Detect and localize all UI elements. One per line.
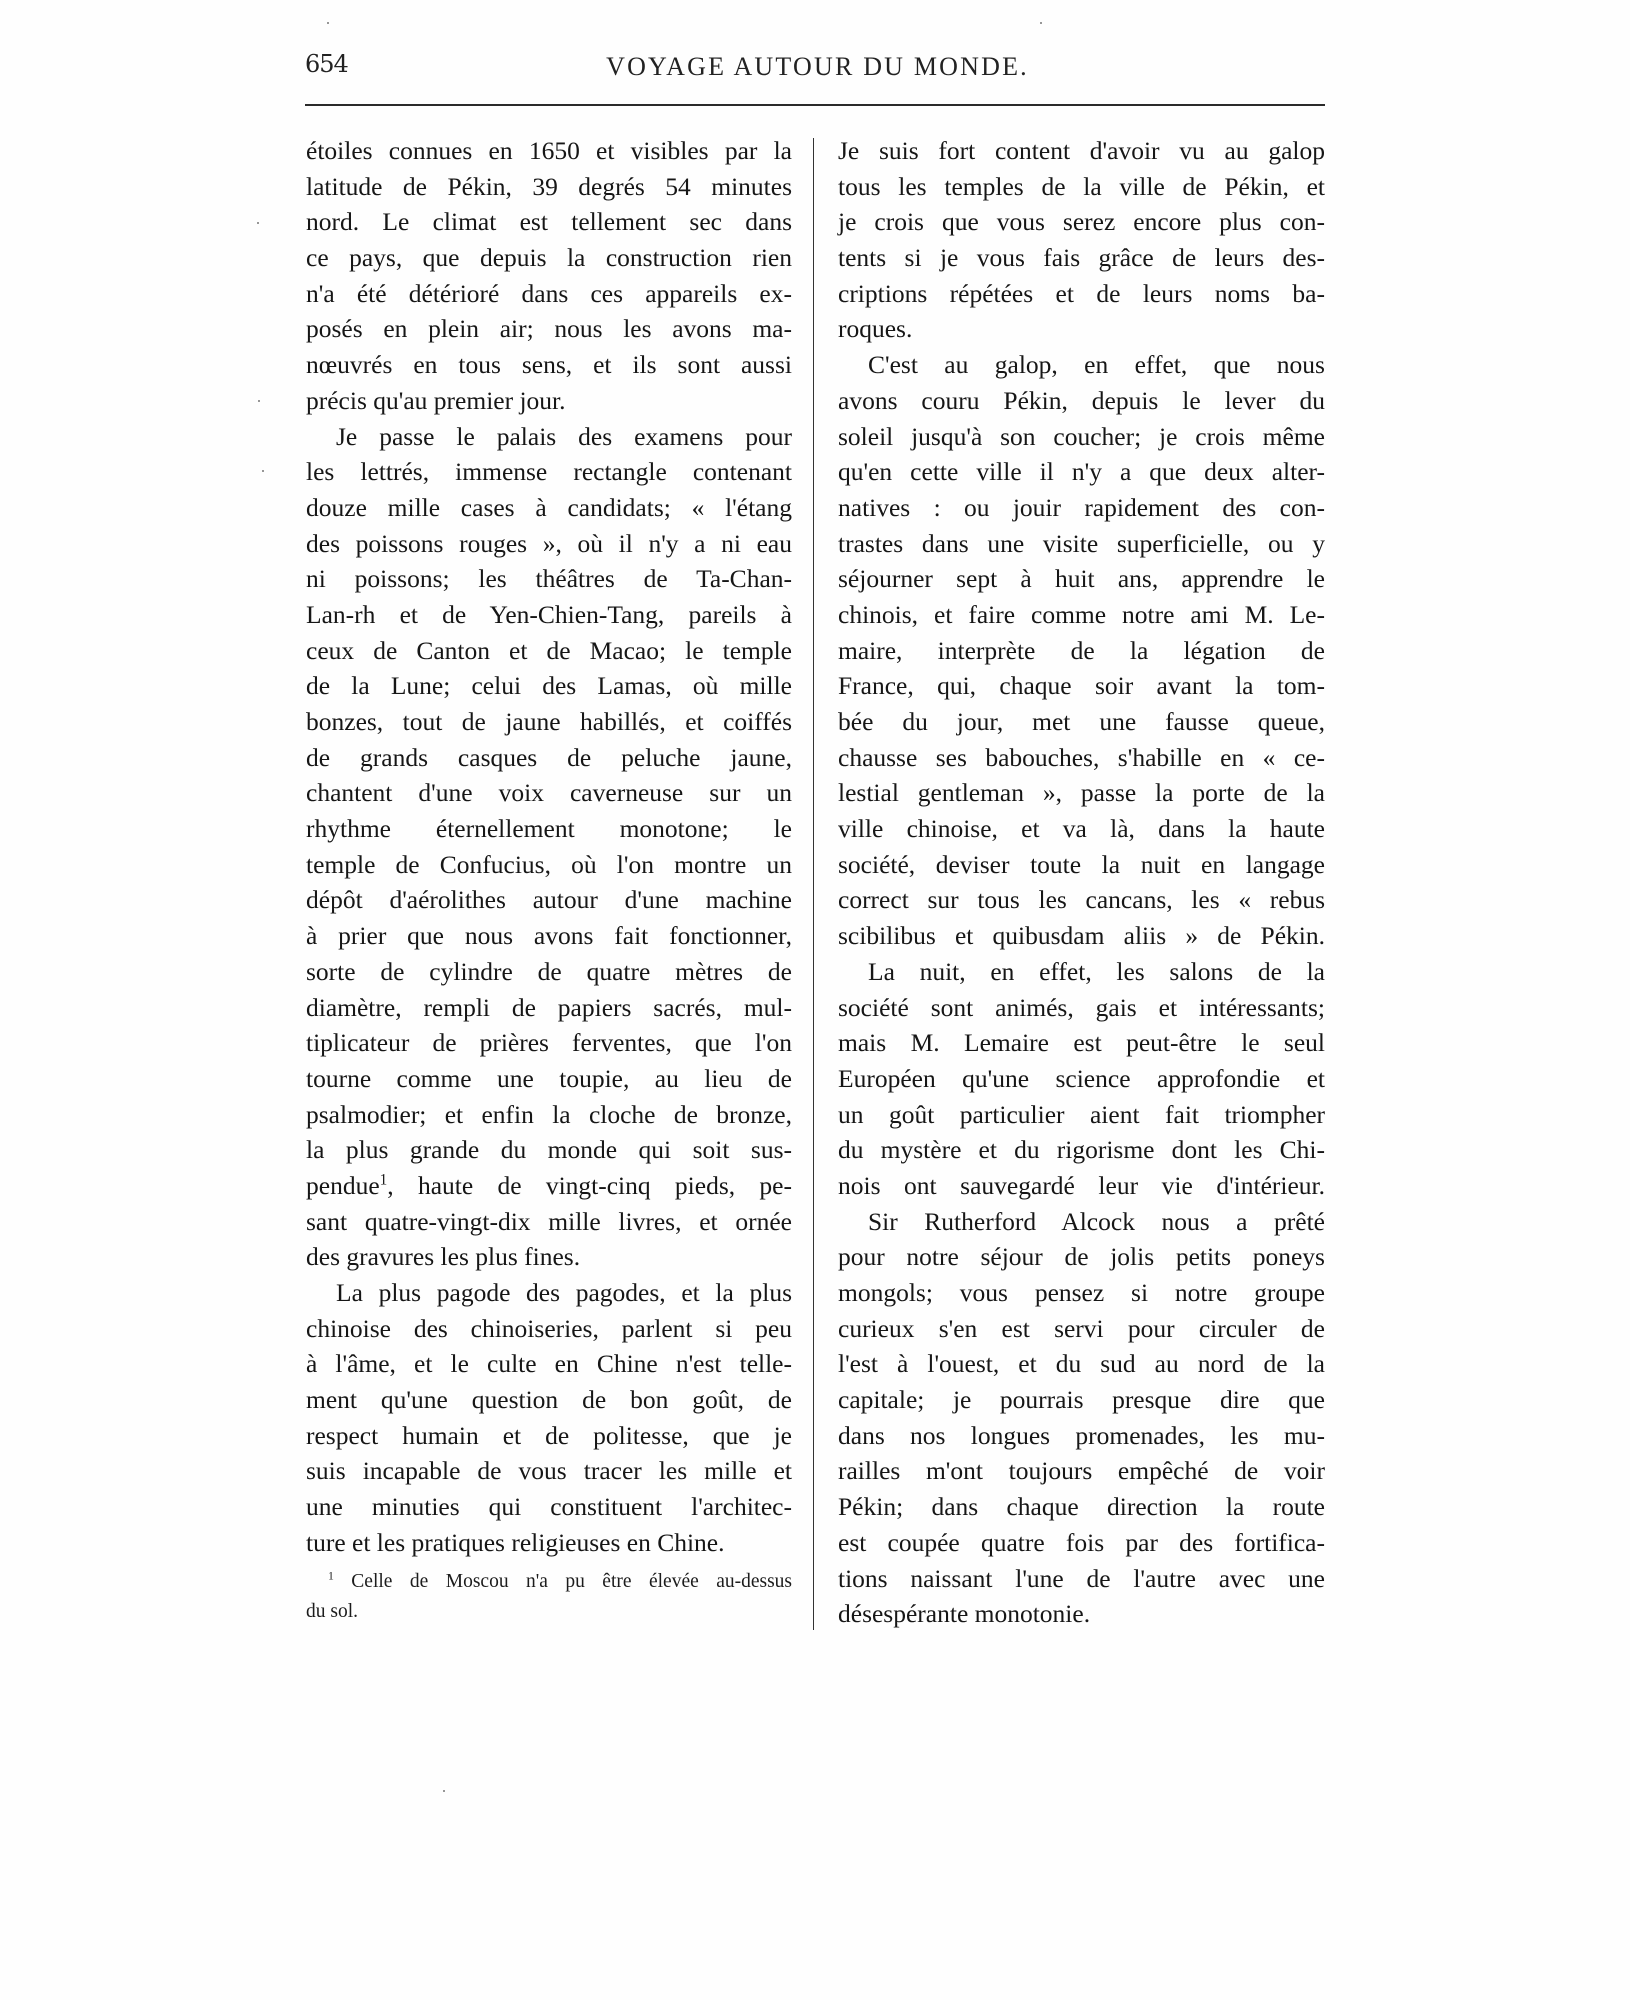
text-fragment: pendue	[306, 1170, 380, 1200]
text-line: Lan-rh et de Yen-Chien-Tang, pareils à	[306, 599, 792, 629]
text-line: des poissons rouges », où il n'y a ni eau	[306, 528, 792, 558]
text-line: capitale; je pourrais presque dire que	[838, 1385, 1325, 1415]
text-line: à l'âme, et le culte en Chine n'est telle-	[306, 1349, 792, 1379]
text-line: n'a été détérioré dans ces appareils ex-	[306, 278, 792, 308]
text-line: Européen qu'une science approfondie et	[838, 1063, 1325, 1093]
text-line: la plus grande du monde qui soit sus-	[306, 1135, 792, 1165]
text-line: tents si je vous fais grâce de leurs des-	[838, 243, 1325, 273]
text-line: ni poissons; les théâtres de Ta-Chan-	[306, 564, 792, 594]
text-line: l'est à l'ouest, et du sud au nord de la	[838, 1349, 1325, 1379]
text-line: un goût particulier aient fait triompher	[838, 1099, 1325, 1129]
scan-speck	[258, 400, 260, 402]
text-line: dans nos longues promenades, les mu-	[838, 1420, 1325, 1450]
text-line: sorte de cylindre de quatre mètres de	[306, 956, 792, 986]
text-line: précis qu'au premier jour.	[306, 385, 566, 415]
text-line: temple de Confucius, où l'on montre un	[306, 849, 792, 879]
footnote-line: du sol.	[306, 1601, 359, 1622]
text-fragment: , haute de vingt-cinq pieds, pe-	[387, 1170, 792, 1200]
text-line: railles m'ont toujours empêché de voir	[838, 1456, 1325, 1486]
text-line: nœuvrés en tous sens, et ils sont aussi	[306, 350, 792, 380]
text-line: du mystère et du rigorisme dont les Chi-	[838, 1135, 1325, 1165]
text-line: scibilibus et quibusdam aliis » de Pékin.	[838, 921, 1325, 951]
scan-speck	[443, 1790, 445, 1792]
text-line: qu'en cette ville il n'y a que deux alter-	[838, 457, 1325, 487]
text-line: ville chinoise, et va là, dans la haute	[838, 814, 1325, 844]
column-divider	[813, 138, 814, 1630]
header-rule	[305, 104, 1325, 106]
text-line: bonzes, tout de jaune habillés, et coiffés	[306, 707, 792, 736]
text-line: les lettrés, immense rectangle contenant	[306, 457, 792, 487]
text-line: soleil jusqu'à son coucher; je crois même	[838, 421, 1325, 451]
text-line: Pékin; dans chaque direction la route	[838, 1492, 1325, 1522]
text-line: avons couru Pékin, depuis le lever du	[838, 385, 1325, 415]
text-line: Je suis fort content d'avoir vu au galop	[838, 136, 1325, 165]
text-line: bée du jour, met une fausse queue,	[838, 707, 1325, 736]
text-line: à prier que nous avons fait fonctionner,	[306, 921, 792, 951]
text-line: roques.	[838, 314, 913, 344]
text-line: séjourner sept à huit ans, apprendre le	[838, 564, 1325, 594]
text-line: ceux de Canton et de Macao; le temple	[306, 635, 792, 665]
text-line: France, qui, chaque soir avant la tom-	[838, 671, 1325, 701]
text-line-with-note-ref	[306, 1168, 792, 1204]
text-line: nord. Le climat est tellement sec dans	[306, 207, 792, 237]
footnote-line	[306, 1567, 792, 1597]
text-line: latitude de Pékin, 39 degrés 54 minutes	[306, 171, 792, 201]
text-line: diamètre, rempli de papiers sacrés, mul-	[306, 992, 792, 1022]
text-line: ment qu'une question de bon goût, de	[306, 1385, 792, 1415]
text-line: est coupée quatre fois par des fortifica-	[838, 1527, 1325, 1557]
text-line: tiplicateur de prières ferventes, que l'on	[306, 1028, 792, 1058]
paragraph-start-line: Je passe le palais des examens pour	[336, 421, 792, 451]
text-line: désespérante monotonie.	[838, 1599, 1091, 1629]
scan-speck	[327, 22, 329, 24]
text-line: chinoise des chinoiseries, parlent si peu	[306, 1313, 792, 1343]
text-line: sant quatre-vingt-dix mille livres, et ornée	[306, 1206, 792, 1236]
left-column	[306, 133, 792, 1561]
paragraph-start-line: La plus pagode des pagodes, et la plus	[336, 1278, 792, 1307]
paragraph-start-line: C'est au galop, en effet, que nous	[868, 350, 1325, 380]
text-line: lestial gentleman », passe la porte de la	[838, 778, 1325, 808]
text-line: curieux s'en est servi pour circuler de	[838, 1313, 1325, 1343]
text-line: pour notre séjour de jolis petits poneys	[838, 1242, 1325, 1272]
running-title: VOYAGE AUTOUR DU MONDE.	[606, 52, 1029, 81]
text-line: criptions répétées et de leurs noms ba-	[838, 278, 1325, 308]
paragraph-start-line: La nuit, en effet, les salons de la	[868, 956, 1325, 986]
text-line: rhythme éternellement monotone; le	[306, 814, 792, 844]
text-line: société, deviser toute la nuit en langage	[838, 849, 1325, 879]
text-line: ture et les pratiques religieuses en Chine.	[306, 1527, 725, 1557]
text-line: respect humain et de politesse, que je	[306, 1420, 792, 1450]
footnote	[306, 1567, 792, 1627]
scan-speck	[257, 222, 259, 224]
text-line: psalmodier; et enfin la cloche de bronze,	[306, 1099, 792, 1129]
text-line: tous les temples de la ville de Pékin, et	[838, 171, 1325, 201]
running-head	[305, 48, 1325, 88]
text-line: mongols; vous pensez si notre groupe	[838, 1278, 1325, 1307]
text-line: dépôt d'aérolithes autour d'une machine	[306, 885, 792, 915]
right-column	[838, 133, 1325, 1632]
page-number: 654	[305, 50, 348, 78]
text-line: douze mille cases à candidats; « l'étang	[306, 492, 792, 522]
text-line: chausse ses babouches, s'habille en « ce-	[838, 742, 1325, 772]
scan-speck	[1040, 22, 1042, 24]
footnote-marker: 1	[328, 1569, 334, 1583]
text-line: correct sur tous les cancans, les « rebus	[838, 885, 1325, 915]
text-line: société sont animés, gais et intéressants;	[838, 992, 1325, 1022]
text-line: mais M. Lemaire est peut-être le seul	[838, 1028, 1325, 1058]
text-line: de la Lune; celui des Lamas, où mille	[306, 671, 792, 701]
text-line: chinois, et faire comme notre ami M. Le-	[838, 599, 1325, 629]
text-line: je crois que vous serez encore plus con-	[838, 207, 1325, 237]
text-line: des gravures les plus fines.	[306, 1242, 581, 1272]
text-line: de grands casques de peluche jaune,	[306, 742, 792, 772]
footnote-reference[interactable]: 1	[379, 1171, 388, 1189]
text-line: nois ont sauvegardé leur vie d'intérieur.	[838, 1170, 1325, 1200]
text-line: ce pays, que depuis la construction rien	[306, 243, 792, 273]
text-line: posés en plein air; nous les avons ma-	[306, 314, 792, 344]
scan-speck	[262, 470, 264, 472]
text-line: suis incapable de vous tracer les mille et	[306, 1456, 792, 1486]
footnote-text: Celle de Moscou n'a pu être élevée au-dessus	[351, 1571, 793, 1592]
text-line: trastes dans une visite superficielle, ou y	[838, 528, 1325, 558]
text-line: chantent d'une voix caverneuse sur un	[306, 778, 792, 808]
paragraph-start-line: Sir Rutherford Alcock nous a prêté	[868, 1206, 1325, 1236]
text-line: tourne comme une toupie, au lieu de	[306, 1063, 792, 1093]
text-line: une minuties qui constituent l'architec-	[306, 1492, 792, 1522]
text-line: tions naissant l'une de l'autre avec une	[838, 1563, 1325, 1593]
text-line: maire, interprète de la légation de	[838, 635, 1325, 665]
text-line: natives : ou jouir rapidement des con-	[838, 492, 1325, 522]
text-line: étoiles connues en 1650 et visibles par la	[306, 136, 792, 165]
